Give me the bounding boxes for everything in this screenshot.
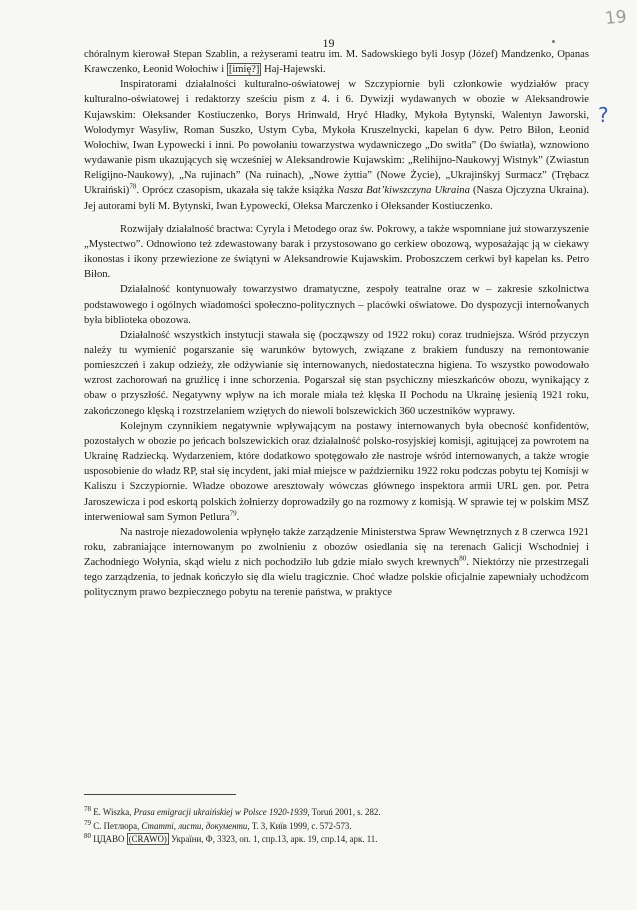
italic-title: Prasa emigracji ukraińskiej w Polsce 1920-1939 — [133, 807, 308, 817]
text-run: ЦДАВО — [91, 834, 127, 844]
boxed-annotation: [imię?] — [228, 64, 260, 76]
text-run: Inspiratorami działalności kulturalno-oświatowej w Szczypiornie byli członkowie wydziałów pracy kulturalno-oświatowej i redaktorzy sześciu pism z 4. i 6. Dywizji wydawanych w obozie w Aleksandrowie Kujawskim: Ołeksander Kostiuczenko, Borys Hrinwald, Hryć Hładky, Mykoła Bytynski, Walentyn Jaworski, Wołodymyr Wasyliw, Roman Suszko, Ustym Cyba, Mykoła Kruszelnycki, kapelan 6 dyw. Petro Biłon, Łeonid Wołochiw, Iwan Łypowecki i inni. Po powołaniu towarzystwa wydawniczego „Do switła” (Do światła), wznowiono wydawanie pism ukazujących się wcześniej w Aleksandrowie Kujawskim: „Relihijno-Naukowyj Wistnyk” (Zwiastun Religijno-Naukowy), „Na rujinach” (Na ruinach), „Nowe żyttia” (Nowe Życie), „Ukrajinśkyj Surmacz” (Trębacz Ukraiński) — [84, 79, 589, 197]
page-number: 19 — [322, 36, 335, 50]
margin-question-mark: ? — [598, 103, 609, 127]
text-run: . Oprócz czasopism, ukazała się także książka — [136, 185, 338, 197]
text-run: Kolejnym czynnikiem negatywnie wpływającym na postawy internowanych była obecność konfidentów, pozostałych w obozie po jeńcach bolszewickich oraz działalność polsko-rosyjskiej komisji, agitującej za powrotem na Ukrainę Radziecką. Wydarzeniem, które dodatkowo spotęgowało złe nastroje wśród internowanych, a także wrogie usposobienie do władz RP, stał się incydent, jaki miał miejsce w październiku 1922 roku podczas pobytu tej Komisji w Kaliszu i Szczypiornie. Władze obozowe aresztowały wówczas głównego inspektora armii URL gen. por. Petra Jaroszewicza i pod eskortą polskich żołnierzy doprowadziły go na rozmowy z komisją. W sprawie tej w polskim MSZ interweniował sam Symon Petlura — [84, 420, 589, 523]
text-run: chóralnym kierował Stepan Szablin, a reżyserami teatru im. M. Sadowskiego byli Josyp (Józef) Mandzenko, Opanas Krawczenko, Łeonid Wołochiw i — [84, 49, 589, 76]
footnote-ref: 78 — [84, 805, 91, 814]
paragraph — [84, 47, 589, 77]
handwritten-page-number: 19 — [604, 6, 628, 30]
text-run: Haj-Hajewski. — [261, 64, 326, 76]
text-run: (Nasza Ojczyzna Ukraina). Jej autorami byli M. Bytynski, Iwan Łypowecki, Ołeksa Marczenko i Ołeksander Kostiuczenko. — [84, 185, 589, 212]
footnote-ref: 79 — [229, 509, 237, 518]
footnote-ref: 78 — [129, 182, 137, 191]
text-run: Na nastroje niezadowolenia wpłynęło także zarządzenie Ministerstwa Spraw Wewnętrznych z 8 czerwca 1921 roku, zabraniające internowanym po zwolnieniu z obozów osiedlania się na terenach Galicji Wschodniej i Zachodniego Wołynia, skąd wielu z nich pochodziło lub gdzie miało swych krewnych — [84, 526, 589, 569]
body-text — [84, 47, 589, 601]
text-run: Rozwijały działalność bractwa: Cyryla i Metodego oraz św. Pokrowy, a także wspomniane już stowarzyszenie „Mystectwo”. Odnowiono też zdewastowany barak i przystosowano go cerkiew obozową, wyposażając ją w ciekawy ikonostas i ikony przewiezione ze świątyni w Aleksandrowie Kujawskim. Proboszczem cerkwi był kapelan ks. Petro Biłon. — [84, 223, 589, 281]
footnotes — [84, 806, 589, 847]
italic-title: Статті, листи, документи — [141, 820, 248, 831]
text-run: Działalność kontynuowały towarzystwo dramatyczne, zespoły teatralne oraz w – zakresie szkolnictwa podstawowego i ogólnych wiadomości społeczno-politycznych – placówki oświatowe. Do dyspozycji internowanych była biblioteka obozowa. — [84, 284, 589, 326]
text-run: . — [236, 511, 240, 523]
paragraph — [84, 328, 589, 419]
text-run: . Niektórzy nie przestrzegali tego zarządzenia, to jednak kończyło się dla wielu tragicznie. Choć władze polskie oficjalnie zapewniały uchodźcom politycznym prawo bezpiecznego pobytu na terenie państwa, w praktyce — [84, 557, 589, 599]
paragraph — [84, 525, 589, 601]
paragraph — [84, 77, 589, 213]
footnote — [84, 833, 589, 847]
text-run: , Toruń 2001, s. 282. — [307, 807, 381, 817]
text-run: E. Wiszka, — [91, 807, 134, 817]
footnote — [84, 806, 589, 820]
footnote-ref: 79 — [84, 818, 91, 827]
text-run: С. Петлюра, — [91, 820, 142, 831]
paragraph — [84, 419, 589, 525]
text-run: України, Ф, 3323, оп. 1, спр.13, арк. 19, спр.14, арк. 11. — [168, 834, 378, 844]
text-run: , Т. 3, Київ 1999, с. 572-573. — [247, 820, 352, 831]
italic-title: Nasza Bat’kiwszczyna Ukraina — [337, 185, 470, 197]
boxed-annotation: (CRAWO) — [128, 834, 167, 844]
footnote-ref: 80 — [459, 554, 467, 563]
scan-speck — [552, 40, 555, 43]
paragraph — [84, 282, 589, 327]
footnote — [84, 820, 589, 834]
text-run: Działalność wszystkich instytucji stawała się (począwszy od 1922 roku) coraz trudniejsza. Wśród przyczyn należy tu wymienić pogarszanie się warunków bytowych, związane z brakiem funduszy na remontowanie pomieszczeń i zakup odzieży, złe odżywianie się internowanych, niedostateczna higiena. To wszystko powodowało wzrost zachorowań na gruźlicę i inne schorzenia. Pogarszał się stan psychiczny mieszkańców obozu, wynikający z obaw o przyszłość. Negatywny wpływ na ich morale miała też klęska II Pochodu na Ukrainę jesienią 1921 roku, zakończonego klęską i rozstrzelaniem wziętych do niewoli bolszewickich 360 uczestników wyprawy. — [84, 329, 589, 417]
footnote-ref: 80 — [84, 832, 91, 841]
footnote-separator — [84, 794, 236, 795]
paragraph — [84, 222, 589, 283]
